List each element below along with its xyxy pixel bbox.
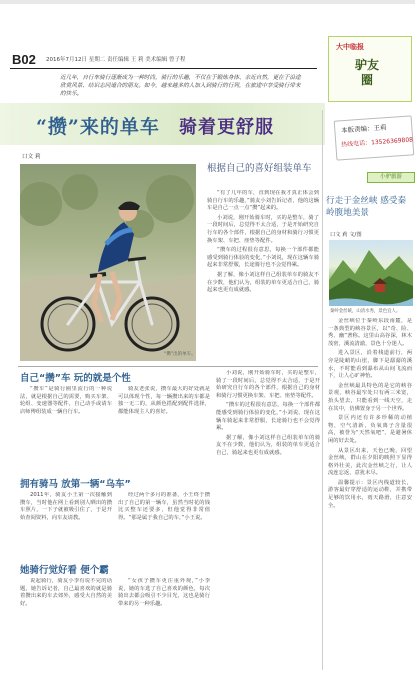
section-3-paragraph: “女孩子攒车更注重外观，”小李说，她的车选了自己喜欢的颜色，每次骑出去都会吸引不少目光，这也是骑行带来的另一种乐趣。: [118, 578, 210, 607]
section-1-paragraph: 骑友老张说，攒车最大的好处就是可以体现个性，每一辆攒出来的车都是独一无二的，从颜色搭配到配件选择，都能体现主人的喜好。: [118, 386, 210, 415]
section-1-paragraph: “攒车”是骑行圈里流行的一种说法，就是根据自己的需要，购买车架、轮组、变速器等配件，自己动手或请车店师傅组装成一辆自行车。: [20, 386, 112, 415]
right-article-paragraph: 金丝峡最具特色的是它的峡谷景观，峡谷最窄处只有两三米宽，抬头望去，只能看到一线天空，走在其中，仿佛置身于另一个世界。: [328, 382, 412, 412]
right-article-paragraph: 温馨提示：景区内栈道较长，游客最好穿舒适的运动鞋，并携带足够的饮用水，雨天路滑，注意安全。: [328, 479, 412, 509]
feature-continuation-column: [216, 370, 320, 670]
section-3-paragraph: 说起骑行，骑友小李有说不完的话题，她告诉记者，自己最喜欢的就是骑着攒出来的车去郊外，感受大自然的美好。: [20, 578, 112, 607]
right-article-byline: 口文 莉 文/图: [330, 232, 362, 238]
mountain-photo-caption: 秦岭金丝峡，山清水秀，景色宜人。: [330, 309, 401, 314]
right-article-paragraph: 金丝峡位于秦岭东段南麓，是一条典型的峡谷景区，以“奇、险、秀、幽”著称。这里山高谷深，林木茂密，溪流清澈，景色十分迷人。: [328, 318, 412, 347]
right-col-paragraph: 小刘说，刚开始骑车时，买的是整车，骑了一段时间后，总觉得不太合适，于是开始研究自行车的各个部件，根据自己的身材和骑行习惯更换车架、车把、座垫等配件。: [207, 214, 319, 244]
right-article-paragraph: 进入景区，沿着栈道前行，两旁是陡峭的山崖，脚下是潺潺的溪水，不时能看到瀑布从山间飞流而下，让人心旷神怡。: [328, 350, 412, 380]
right-article-paragraph: 从景区出来，天色已晚，回望金丝峡，群山在夕阳的映照下显得格外壮美，此次金丝峡之行，让人流连忘返，意犹未尽。: [328, 447, 412, 477]
section-heading-3: 她骑行觉好看 便个霸: [20, 565, 109, 576]
continuation-paragraph: 小刘说，刚开始骑车时，买的是整车，骑了一段时间后，总觉得不太合适，于是开始研究自行车的各个部件，根据自己的身材和骑行习惯更换车架、车把、座垫等配件。: [216, 370, 320, 399]
section-1-col-b: [118, 386, 210, 472]
feature-byline: 口文 莉: [22, 154, 41, 160]
section-heading-1: 自己“攒”车 玩的就是个性: [20, 373, 131, 384]
right-col-paragraph: “有了几年的车，直到现在我才真正体会到骑自行车的乐趣，”骑友小刘告诉记者，他的这辆车是自己一点一点“攒”起来的。: [207, 190, 319, 212]
header-bar: [0, 0, 415, 4]
feature-photo-caption: “攒”出的单车。: [164, 352, 196, 357]
cyclist-photo: [20, 164, 196, 361]
mountain-illustration: [329, 240, 413, 306]
logo-publisher: 大中临报: [336, 42, 364, 51]
section-1-col-a: [20, 386, 112, 472]
feature-headline-right: 骑着更舒服: [179, 117, 274, 138]
continuation-paragraph: 据了解，像小刘这样自己组装单车的骑友不在少数，他们认为，组装的单车更适合自己，骑起来也更有成就感。: [216, 434, 320, 456]
feature-headline-left: “攒”来的单车: [36, 116, 160, 138]
right-col-paragraph: “攒车的过程很有意思，每换一个部件都能感受到骑行体验的变化，”小刘说，现在这辆车骑起来非常舒服，长途骑行也不会觉得累。: [207, 247, 319, 269]
section-2-paragraph: 经过两个多月的准备，小王终于攒出了自己的第一辆车，虽然当时花的钱比买整车还要多，但他觉得非常值得。“那是属于我自己的车，”小王说。: [118, 492, 210, 521]
right-article-paragraph: 景区内还有许多珍稀的动植物，空气清新，负氧离子含量很高，被誉为“天然氧吧”，是避暑休闲的好去处。: [328, 415, 412, 444]
right-article-title: 行走于金丝峡 感受秦岭腹地美景: [326, 196, 407, 218]
right-col-paragraph: 据了解，像小刘这样自己组装单车的骑友不在少数，他们认为，组装的单车更适合自己，骑起来也更有成就感。: [207, 271, 319, 294]
section-3-col-b: [118, 578, 210, 664]
section-2-col-b: [118, 492, 210, 558]
section-heading-2: 拥有骑马 放第一辆“乌车”: [20, 479, 131, 490]
logo-section-name: 驴友圈: [354, 58, 379, 87]
section-2-paragraph: 2011年，骑友小王第一次接触到攒车，当时他在网上看到别人晒出的攒车照片，一下子就被吸引住了，于是开始查阅资料，向车友请教。: [20, 492, 112, 521]
feature-subtitle: 根据自己的喜好组装单车: [207, 163, 312, 174]
feature-right-column: [207, 190, 319, 350]
continuation-paragraph: “攒车的过程很有意思，每换一个部件都能感受到骑行体验的变化，”小刘说，现在这辆车骑起来非常舒服，长途骑行也不会觉得累。: [216, 402, 320, 432]
section-2-col-a: [20, 492, 112, 558]
contact-editor: 本版责编：王莉: [340, 123, 387, 135]
column-rule: [322, 110, 323, 670]
section-3-col-a: [20, 578, 112, 664]
right-article-body: [328, 318, 412, 670]
mountain-photo: [329, 240, 413, 306]
contact-hotline: 热线电话：13526369808: [340, 136, 414, 149]
header-rule: [10, 68, 317, 69]
page-number: B02: [12, 52, 36, 67]
section-divider: [18, 366, 318, 367]
cyclist-illustration: [20, 164, 196, 361]
page-meta: 2016年7月12日 星期二 责任编辑 王 莉 美术编辑 曾子程: [46, 57, 186, 63]
travel-tab-label: 小驴旅游: [367, 172, 415, 183]
intro-paragraph: 近几年，自行车骑行逐渐成为一种时尚，骑行的乐趣，不仅在于锻炼身体、亲近自然，更在于沿途欣赏风景、结识志同道合的朋友。如今，越来越多的人加入到骑行的行列，在旅途中享受骑行带来的快乐。: [60, 75, 301, 97]
